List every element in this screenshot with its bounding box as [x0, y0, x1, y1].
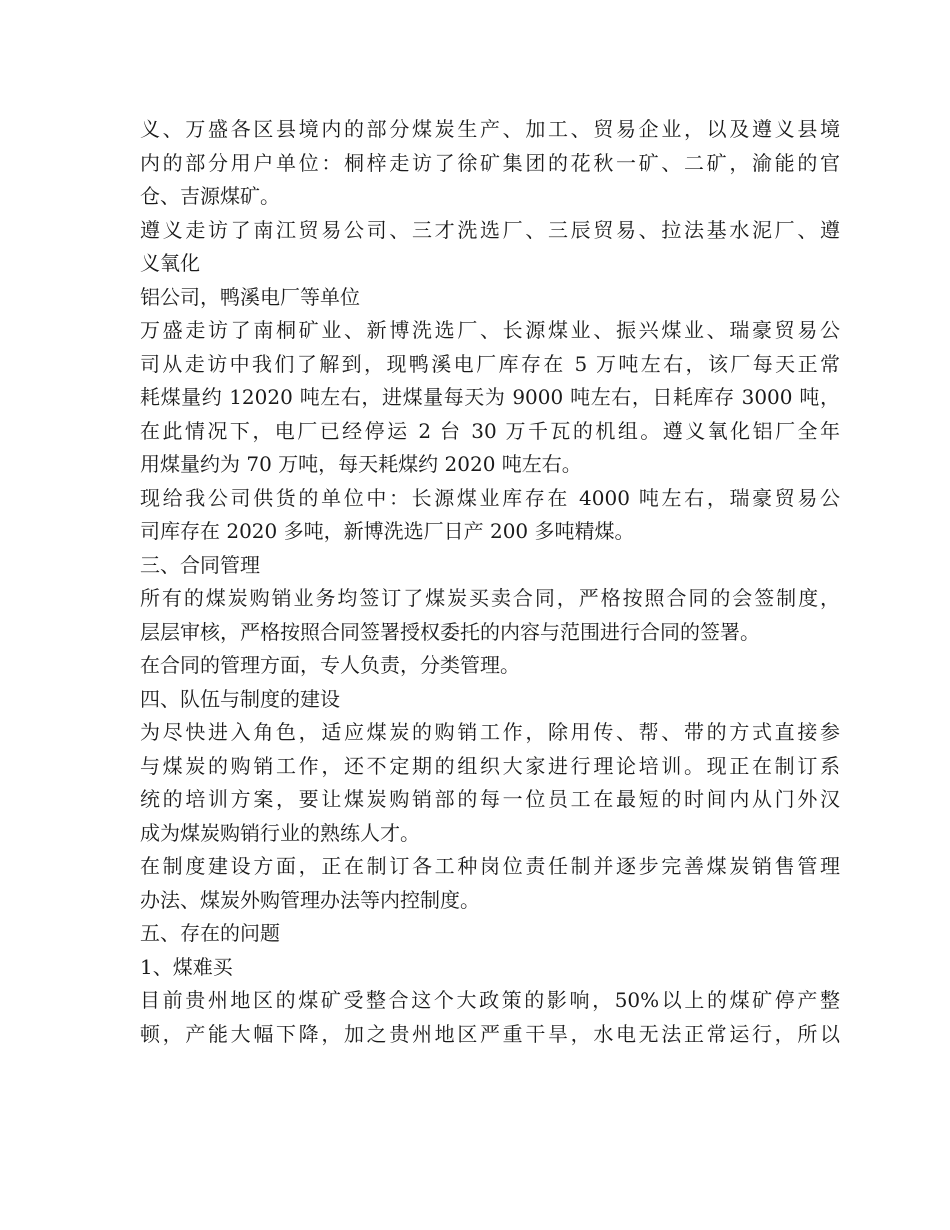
text-line: 万盛走访了南桐矿业、新博洗选厂、长源煤业、振兴煤业、瑞豪贸易公	[140, 318, 840, 342]
text-line: 四、队伍与制度的建设	[140, 686, 340, 711]
text-line: 层层审核，严格按照合同签署授权委托的内容与范围进行合同的签署。	[140, 619, 760, 644]
text-line: 在制度建设方面，正在制订各工种岗位责任制并逐步完善煤炭销售管理	[140, 854, 840, 878]
text-line: 成为煤炭购销行业的熟练人才。	[140, 820, 420, 845]
document-body	[140, 113, 840, 1051]
text-line: 所有的煤炭购销业务均签订了煤炭买卖合同，严格按照合同的会签制度，	[140, 586, 840, 610]
text-line: 为尽快进入角色，适应煤炭的购销工作，除用传、帮、带的方式直接参	[140, 720, 840, 744]
text-line: 用煤量约为 70 万吨，每天耗煤约 2020 吨左右。	[140, 452, 582, 476]
text-line: 遵义走访了南江贸易公司、三才洗选厂、三辰贸易、拉法基水泥厂、遵	[140, 217, 840, 242]
text-line: 1、煤难买	[140, 954, 233, 979]
text-line: 目前贵州地区的煤矿受整合这个大政策的影响，50%以上的煤矿停产整	[140, 988, 840, 1012]
text-line: 与煤炭的购销工作，还不定期的组织大家进行理论培训。现正在制订系	[140, 753, 840, 778]
text-line: 在此情况下，电厂已经停运 2 台 30 万千瓦的机组。遵义氧化铝厂全年	[140, 418, 840, 443]
text-line: 现给我公司供货的单位中：长源煤业库存在 4000 吨左右，瑞豪贸易公	[140, 485, 840, 510]
text-line: 耗煤量约 12020 吨左右，进煤量每天为 9000 吨左右，日耗库存 3000 吨，	[140, 385, 840, 409]
text-line: 仓、吉源煤矿。	[140, 184, 280, 208]
text-line: 义氧化	[140, 251, 200, 275]
text-line: 在合同的管理方面，专人负责，分类管理。	[140, 653, 520, 677]
text-line: 内的部分用户单位：桐梓走访了徐矿集团的花秋一矿、二矿，渝能的官	[140, 150, 840, 175]
text-line: 办法、煤炭外购管理办法等内控制度。	[140, 887, 480, 912]
text-line: 统的培训方案，要让煤炭购销部的每一位员工在最短的时间内从门外汉	[140, 787, 840, 811]
text-line: 司从走访中我们了解到，现鸭溪电厂库存在 5 万吨左右，该厂每天正常	[140, 351, 840, 376]
text-line: 五、存在的问题	[140, 921, 280, 945]
text-line: 铝公司，鸭溪电厂等单位	[140, 284, 360, 309]
text-line: 三、合同管理	[140, 552, 260, 577]
text-line: 顿，产能大幅下降，加之贵州地区严重干旱，水电无法正常运行，所以	[140, 1021, 840, 1046]
text-line: 司库存在 2020 多吨，新博洗选厂日产 200 多吨精煤。	[140, 519, 635, 543]
text-line: 义、万盛各区县境内的部分煤炭生产、加工、贸易企业，以及遵义县境	[140, 117, 840, 141]
